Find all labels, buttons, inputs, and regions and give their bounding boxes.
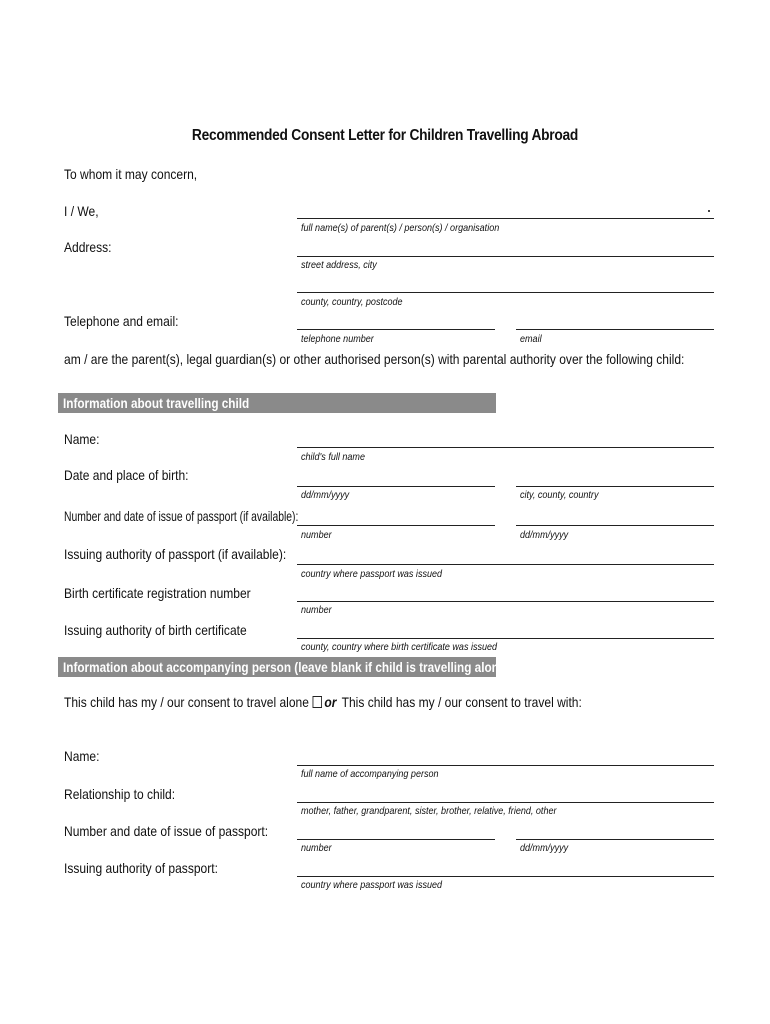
child-name-hint: child's full name <box>301 451 365 463</box>
birthplace-field[interactable] <box>516 486 714 487</box>
companion-authority-hint: country where passport was issued <box>301 879 443 891</box>
child-passport-date-field[interactable] <box>516 525 714 526</box>
companion-passport-label: Number and date of issue of passport: <box>64 823 269 839</box>
parent-name-field[interactable] <box>297 218 714 219</box>
consent-line <box>64 694 582 710</box>
companion-section-header <box>58 657 510 677</box>
contact-label: Telephone and email: <box>64 313 179 329</box>
companion-passport-number-hint: number <box>301 842 332 854</box>
companion-authority-field[interactable] <box>297 876 714 877</box>
i-we-label: I / We, <box>64 203 99 219</box>
companion-name-field[interactable] <box>297 765 714 766</box>
dob-field[interactable] <box>297 486 495 487</box>
child-passport-date-hint: dd/mm/yyyy <box>520 529 569 541</box>
birth-cert-field[interactable] <box>297 601 714 602</box>
child-passport-label: Number and date of issue of passport (if available): <box>64 508 299 524</box>
relationship-field[interactable] <box>297 802 714 803</box>
dob-label: Date and place of birth: <box>64 467 189 483</box>
authority-statement: am / are the parent(s), legal guardian(s) or other authorised person(s) with parental authority over the following child: <box>64 351 685 367</box>
relationship-hint: mother, father, grandparent, sister, brother, relative, friend, other <box>301 805 557 817</box>
child-name-label: Name: <box>64 431 100 447</box>
parent-name-hint: full name(s) of parent(s) / person(s) / organisation <box>301 222 500 234</box>
companion-passport-date-hint: dd/mm/yyyy <box>520 842 569 854</box>
companion-name-label: Name: <box>64 748 100 764</box>
child-passport-authority-label: Issuing authority of passport (if available): <box>64 546 287 562</box>
child-section-header <box>58 393 496 413</box>
telephone-field[interactable] <box>297 329 495 330</box>
birthplace-hint: city, county, country <box>520 489 599 501</box>
email-hint: email <box>520 333 542 345</box>
page-title: Recommended Consent Letter for Children Travelling Abroad <box>191 127 579 144</box>
child-section-title: Information about travelling child <box>63 395 250 411</box>
or-text: or <box>324 694 337 710</box>
child-passport-authority-field[interactable] <box>297 564 714 565</box>
birth-cert-authority-field[interactable] <box>297 638 714 639</box>
dob-hint: dd/mm/yyyy <box>301 489 350 501</box>
birth-cert-authority-label: Issuing authority of birth certificate <box>64 622 247 638</box>
consent-with-text: This child has my / our consent to travel with: <box>341 694 582 710</box>
birth-cert-authority-hint: county, country where birth certificate was issued <box>301 641 498 653</box>
companion-passport-number-field[interactable] <box>297 839 495 840</box>
companion-passport-date-field[interactable] <box>516 839 714 840</box>
street-hint: street address, city <box>301 259 377 271</box>
county-hint: county, country, postcode <box>301 296 403 308</box>
child-passport-number-field[interactable] <box>297 525 495 526</box>
child-passport-number-hint: number <box>301 529 332 541</box>
trailing-mark <box>708 210 710 212</box>
salutation: To whom it may concern, <box>64 166 198 182</box>
travel-alone-checkbox[interactable] <box>312 696 321 708</box>
birth-cert-hint: number <box>301 604 332 616</box>
companion-name-hint: full name of accompanying person <box>301 768 439 780</box>
email-field[interactable] <box>516 329 714 330</box>
birth-cert-label: Birth certificate registration number <box>64 585 251 601</box>
companion-section-title: Information about accompanying person (leave blank if child is travelling alone) <box>63 659 510 675</box>
address-label: Address: <box>64 239 112 255</box>
companion-authority-label: Issuing authority of passport: <box>64 860 218 876</box>
county-field[interactable] <box>297 292 714 293</box>
consent-alone-text: This child has my / our consent to travel alone <box>64 694 309 710</box>
child-passport-authority-hint: country where passport was issued <box>301 568 443 580</box>
street-address-field[interactable] <box>297 256 714 257</box>
child-name-field[interactable] <box>297 447 714 448</box>
telephone-hint: telephone number <box>301 333 374 345</box>
relationship-label: Relationship to child: <box>64 786 176 802</box>
